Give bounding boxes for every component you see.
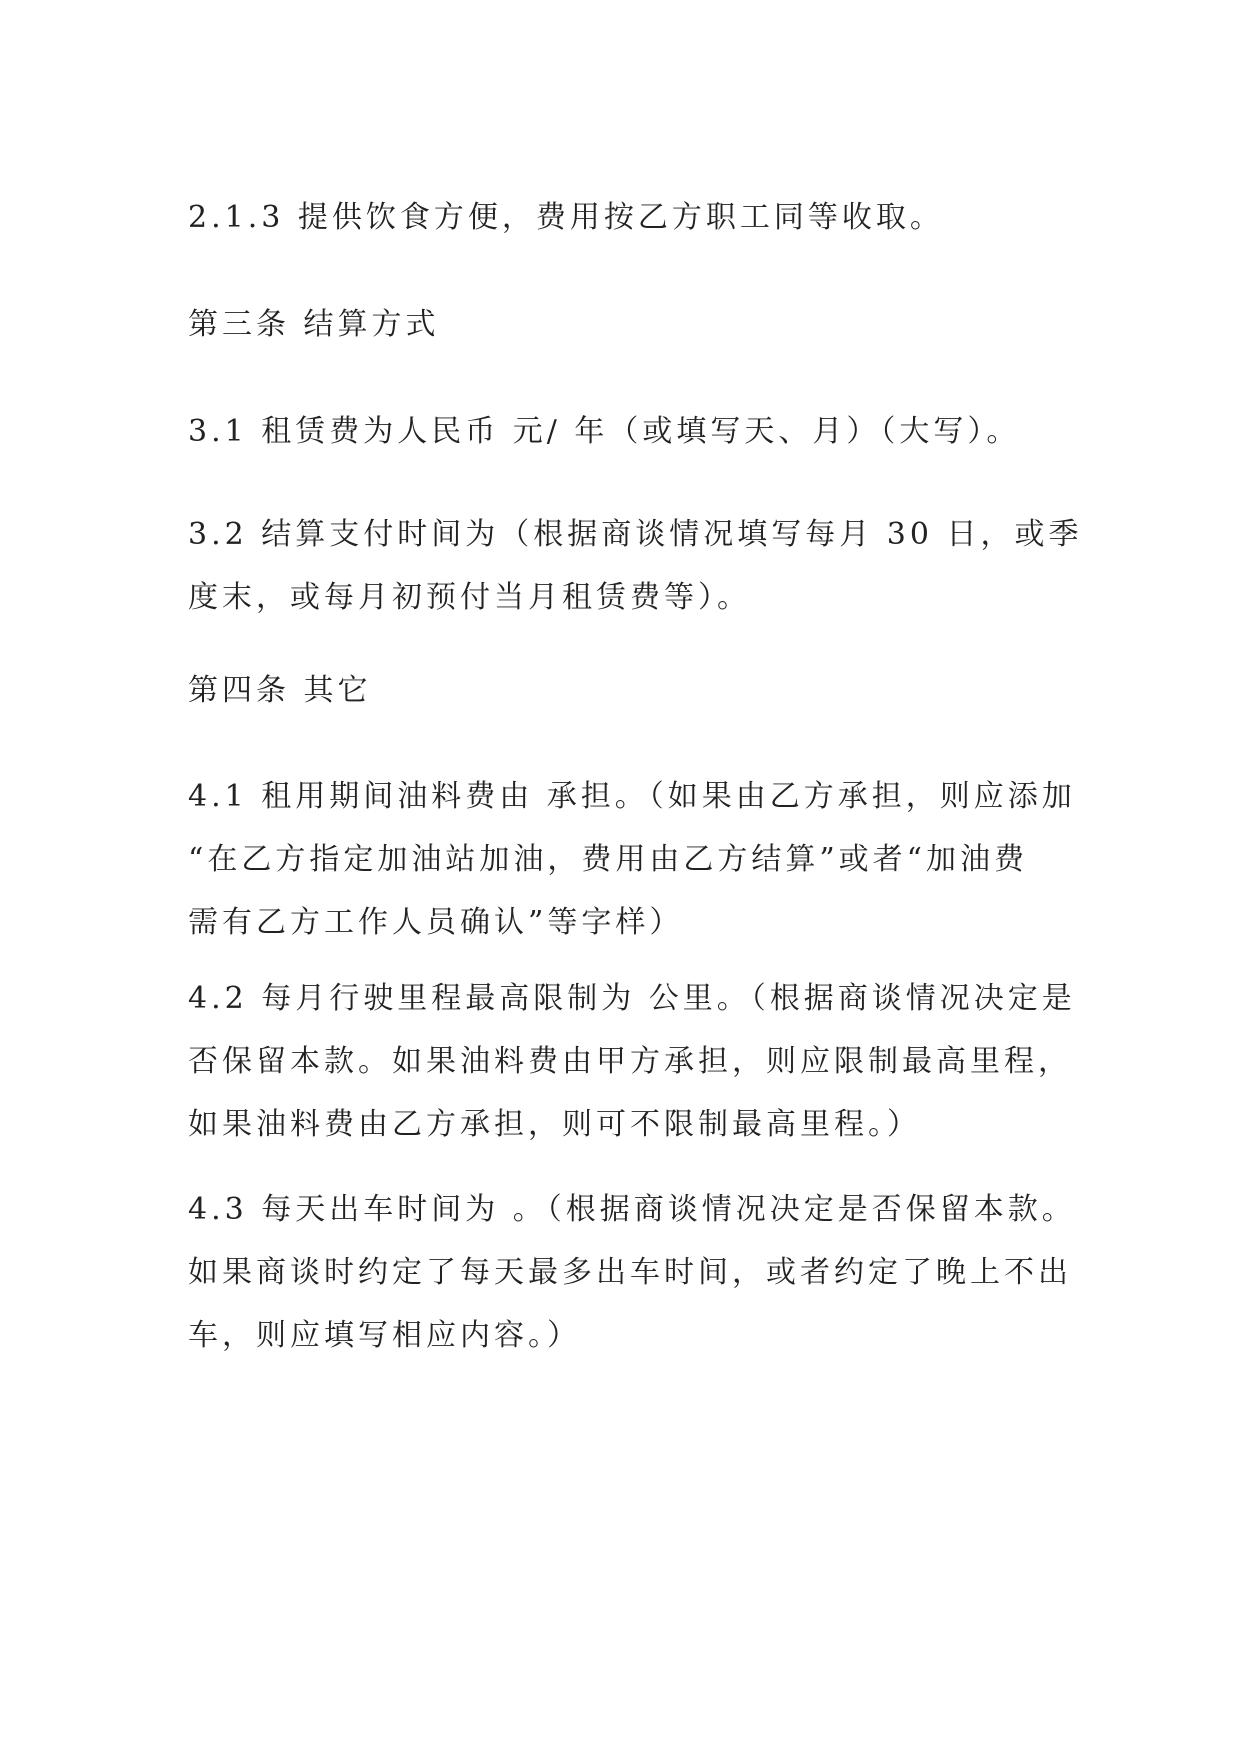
text-line: 3.1 租赁费为人民币 元/ 年（或填写天、月）（大写）。 [188,414,1021,449]
text-line: 4.3 每天出车时间为 。（根据商谈情况决定是否保留本款。 [188,1192,1076,1227]
clause-4-2 [188,967,1088,1156]
text-line: 3.2 结算支付时间为（根据商谈情况填写每月 30 日，或季 [188,517,1083,552]
clause-4-1 [188,765,1088,954]
text-line: 如果商谈时约定了每天最多出车时间，或者约定了晚上不出 [188,1255,1072,1290]
text-line: 否保留本款。如果油料费由甲方承担，则应限制最高里程， [188,1044,1072,1079]
clause-4-3 [188,1178,1088,1367]
text-line: 第四条 其它 [188,673,372,708]
text-line: 4.2 每月行驶里程最高限制为 公里。（根据商谈情况决定是 [188,981,1076,1016]
text-line: 如果油料费由乙方承担，则可不限制最高里程。） [188,1107,921,1142]
text-line: 度末，或每月初预付当月租赁费等）。 [188,580,751,615]
text-line: 第三条 结算方式 [188,307,440,342]
text-line: 4.1 租用期间油料费由 承担。（如果由乙方承担，则应添加 [188,779,1076,814]
article-3-heading [188,293,1088,356]
clause-2-1-3 [188,186,1088,249]
clause-3-2 [188,503,1088,629]
text-line: “在乙方指定加油站加油，费用由乙方结算”或者“加油费 [188,842,1029,877]
text-line: 2.1.3 提供饮食方便，费用按乙方职工同等收取。 [188,200,944,235]
clause-3-1 [188,400,1088,463]
text-line: 车，则应填写相应内容。） [188,1318,581,1353]
article-4-heading [188,659,1088,722]
text-line: 需有乙方工作人员确认”等字样） [188,905,684,940]
